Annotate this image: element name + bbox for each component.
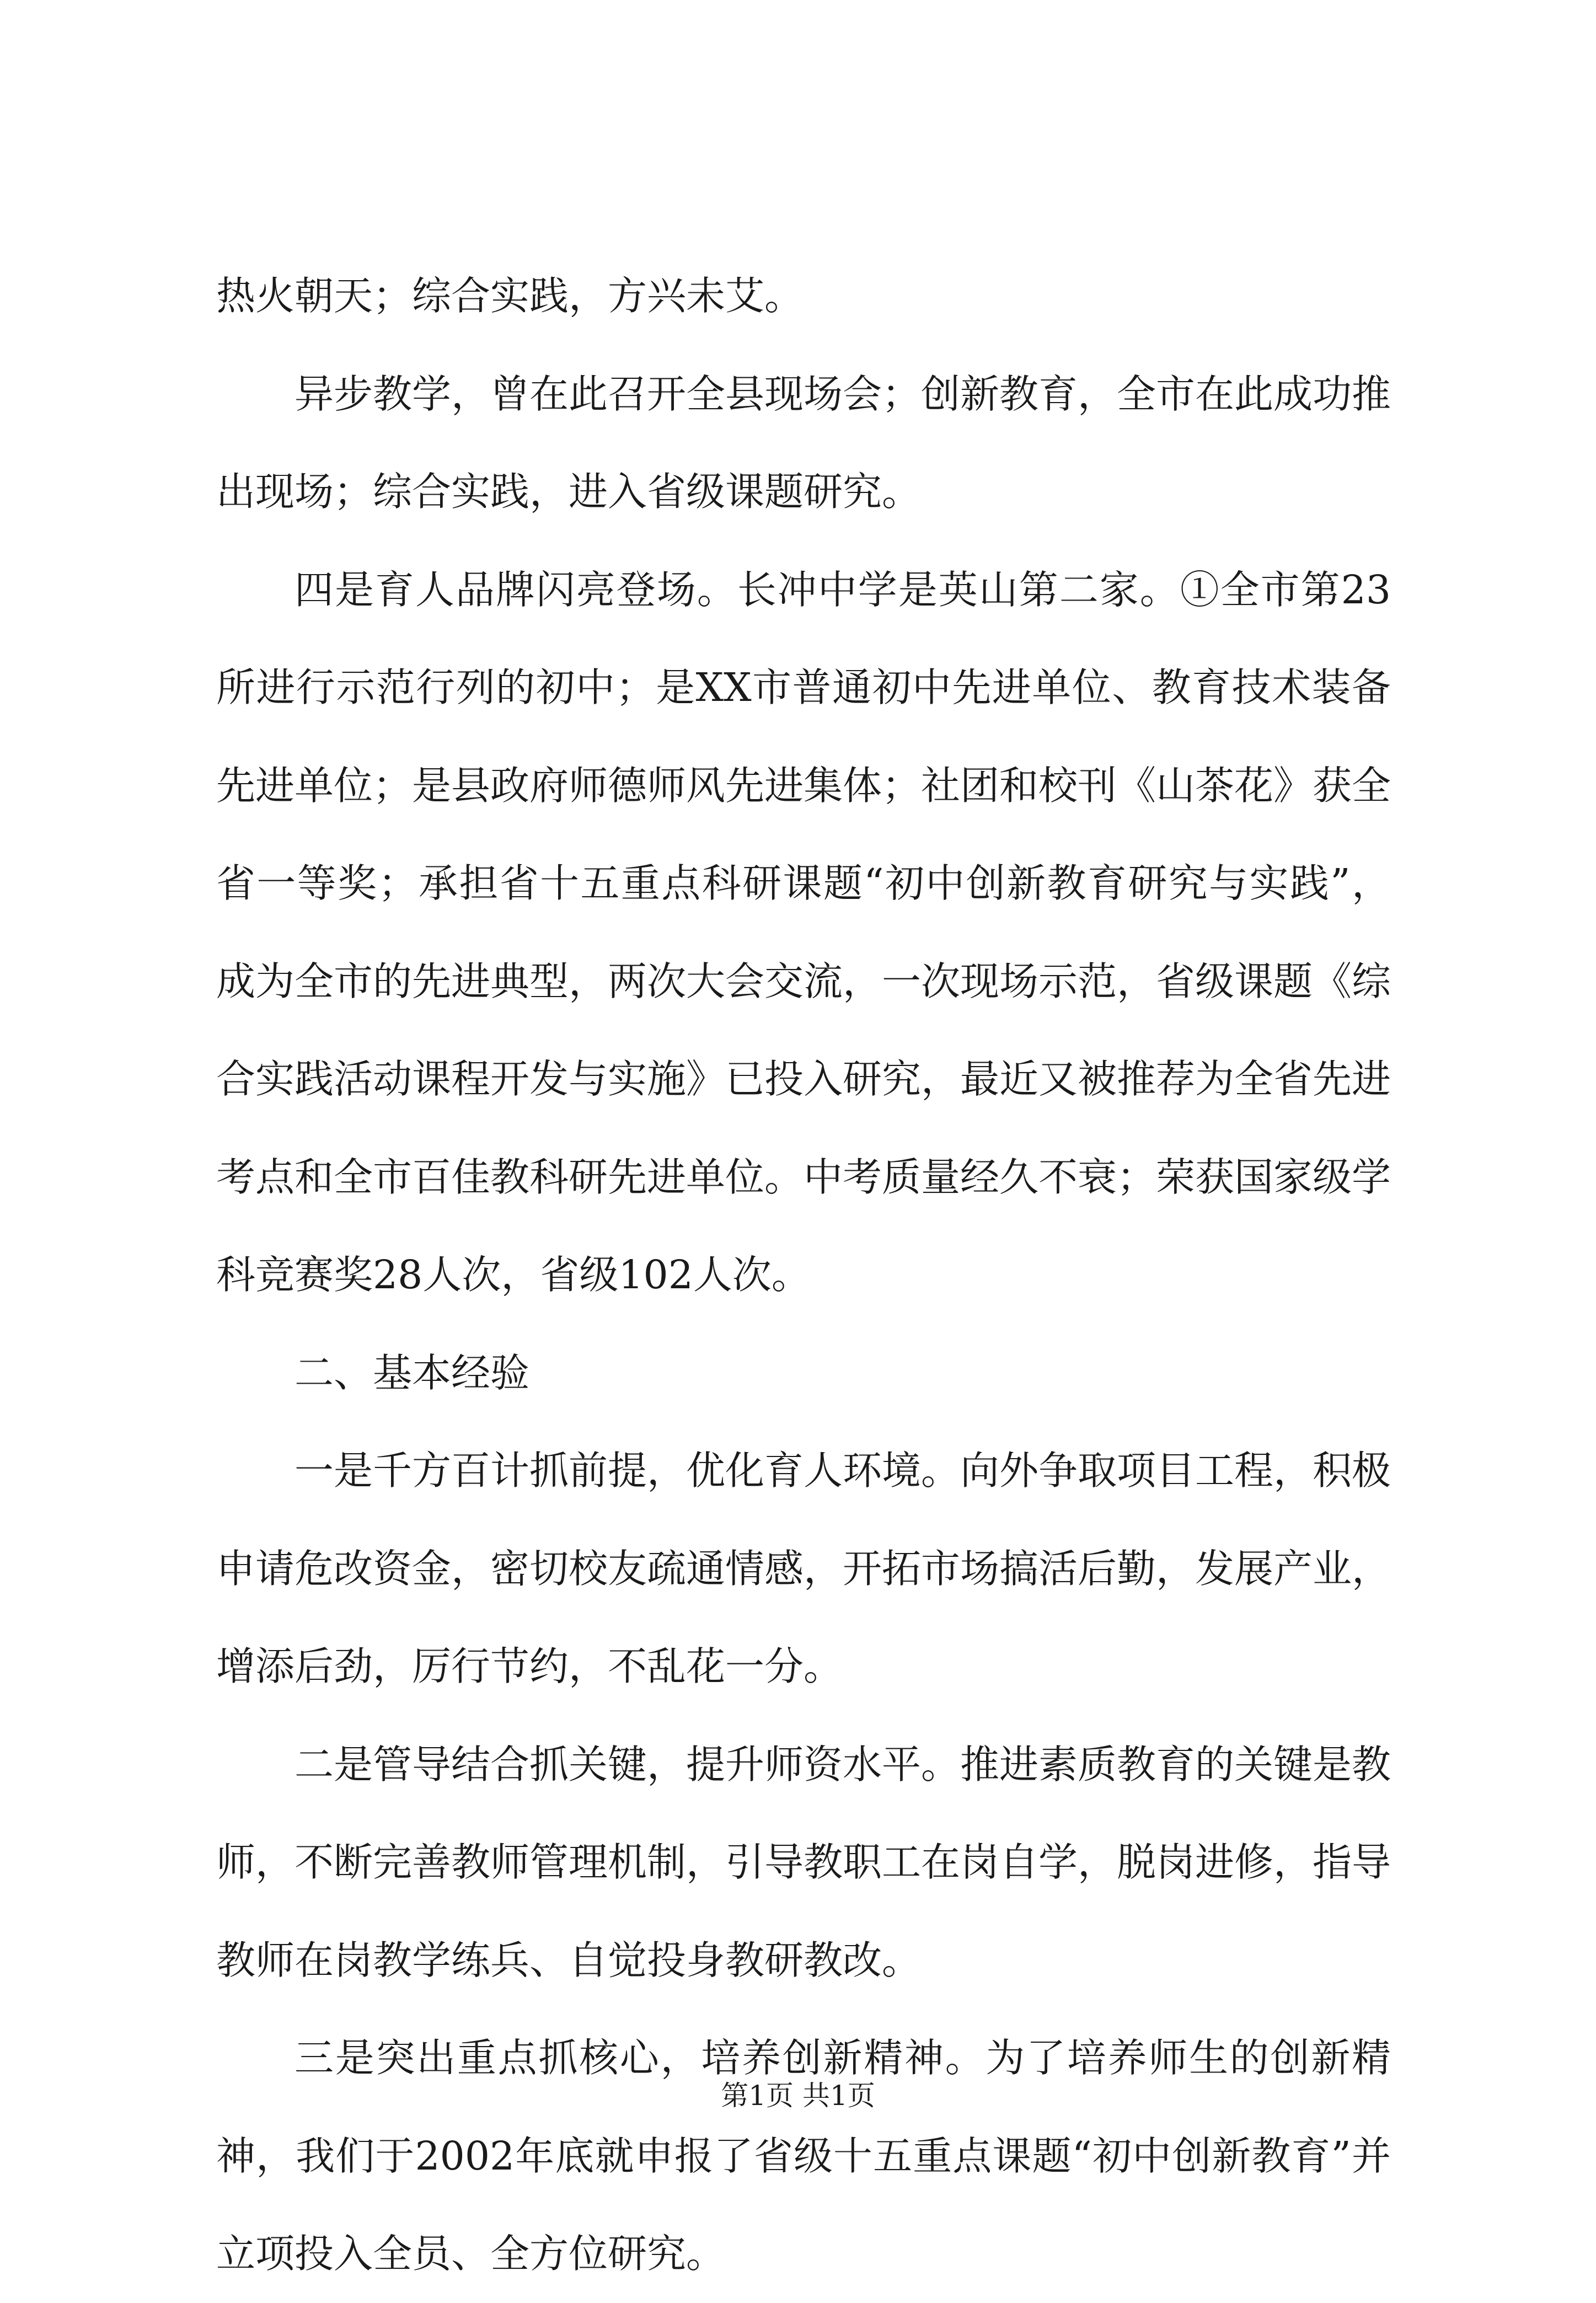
paragraph-brand: 四是育人品牌闪亮登场。长冲中学是英山第二家。①全市第23所进行示范行列的初中；是XX市普通初中先进单位、教育技术装备先进单位；是县政府师德师风先进集体；社团和校刊《山茶花》获全省一等奖；承担省十五重点科研课题“初中创新教育研究与实践”，成为全市的先进典型，两次大会交流，一次现场示范，省级课题《综合实践活动课程开发与实施》已投入研究，最近又被推荐为全省先进考点和全市百佳教科研先进单位。中考质量经久不衰；荣获国家级学科竞赛奖28人次，省级102人次。 — [216, 566, 1391, 1298]
document-body — [216, 247, 1391, 2303]
page-footer: 第1页 共1页 — [721, 2080, 875, 2112]
paragraph-continuation: 热火朝天；综合实践，方兴未艾。 — [216, 273, 804, 319]
paragraph-environment: 一是千方百计抓前提，优化育人环境。向外争取项目工程，积极申请危改资金，密切校友疏通情感，开拓市场搞活后勤，发展产业，增添后劲，厉行节约，不乱花一分。 — [216, 1448, 1391, 1689]
paragraph-teachers: 二是管导结合抓关键，提升师资水平。推进素质教育的关键是教师，不断完善教师管理机制，引导教职工在岗自学，脱岗进修，指导教师在岗教学练兵、自觉投身教研教改。 — [216, 1741, 1391, 1983]
paragraph-innovation: 三是突出重点抓核心，培养创新精神。为了培养师生的创新精神，我们于2002年底就申报了省级十五重点课题“初中创新教育”并立项投入全员、全方位研究。 — [216, 2035, 1391, 2277]
section-heading-basic-experience: 二、基本经验 — [294, 1349, 530, 1396]
paragraph-async-teaching: 异步教学，曾在此召开全县现场会；创新教育，全市在此成功推出现场；综合实践，进入省级课题研究。 — [216, 371, 1391, 515]
